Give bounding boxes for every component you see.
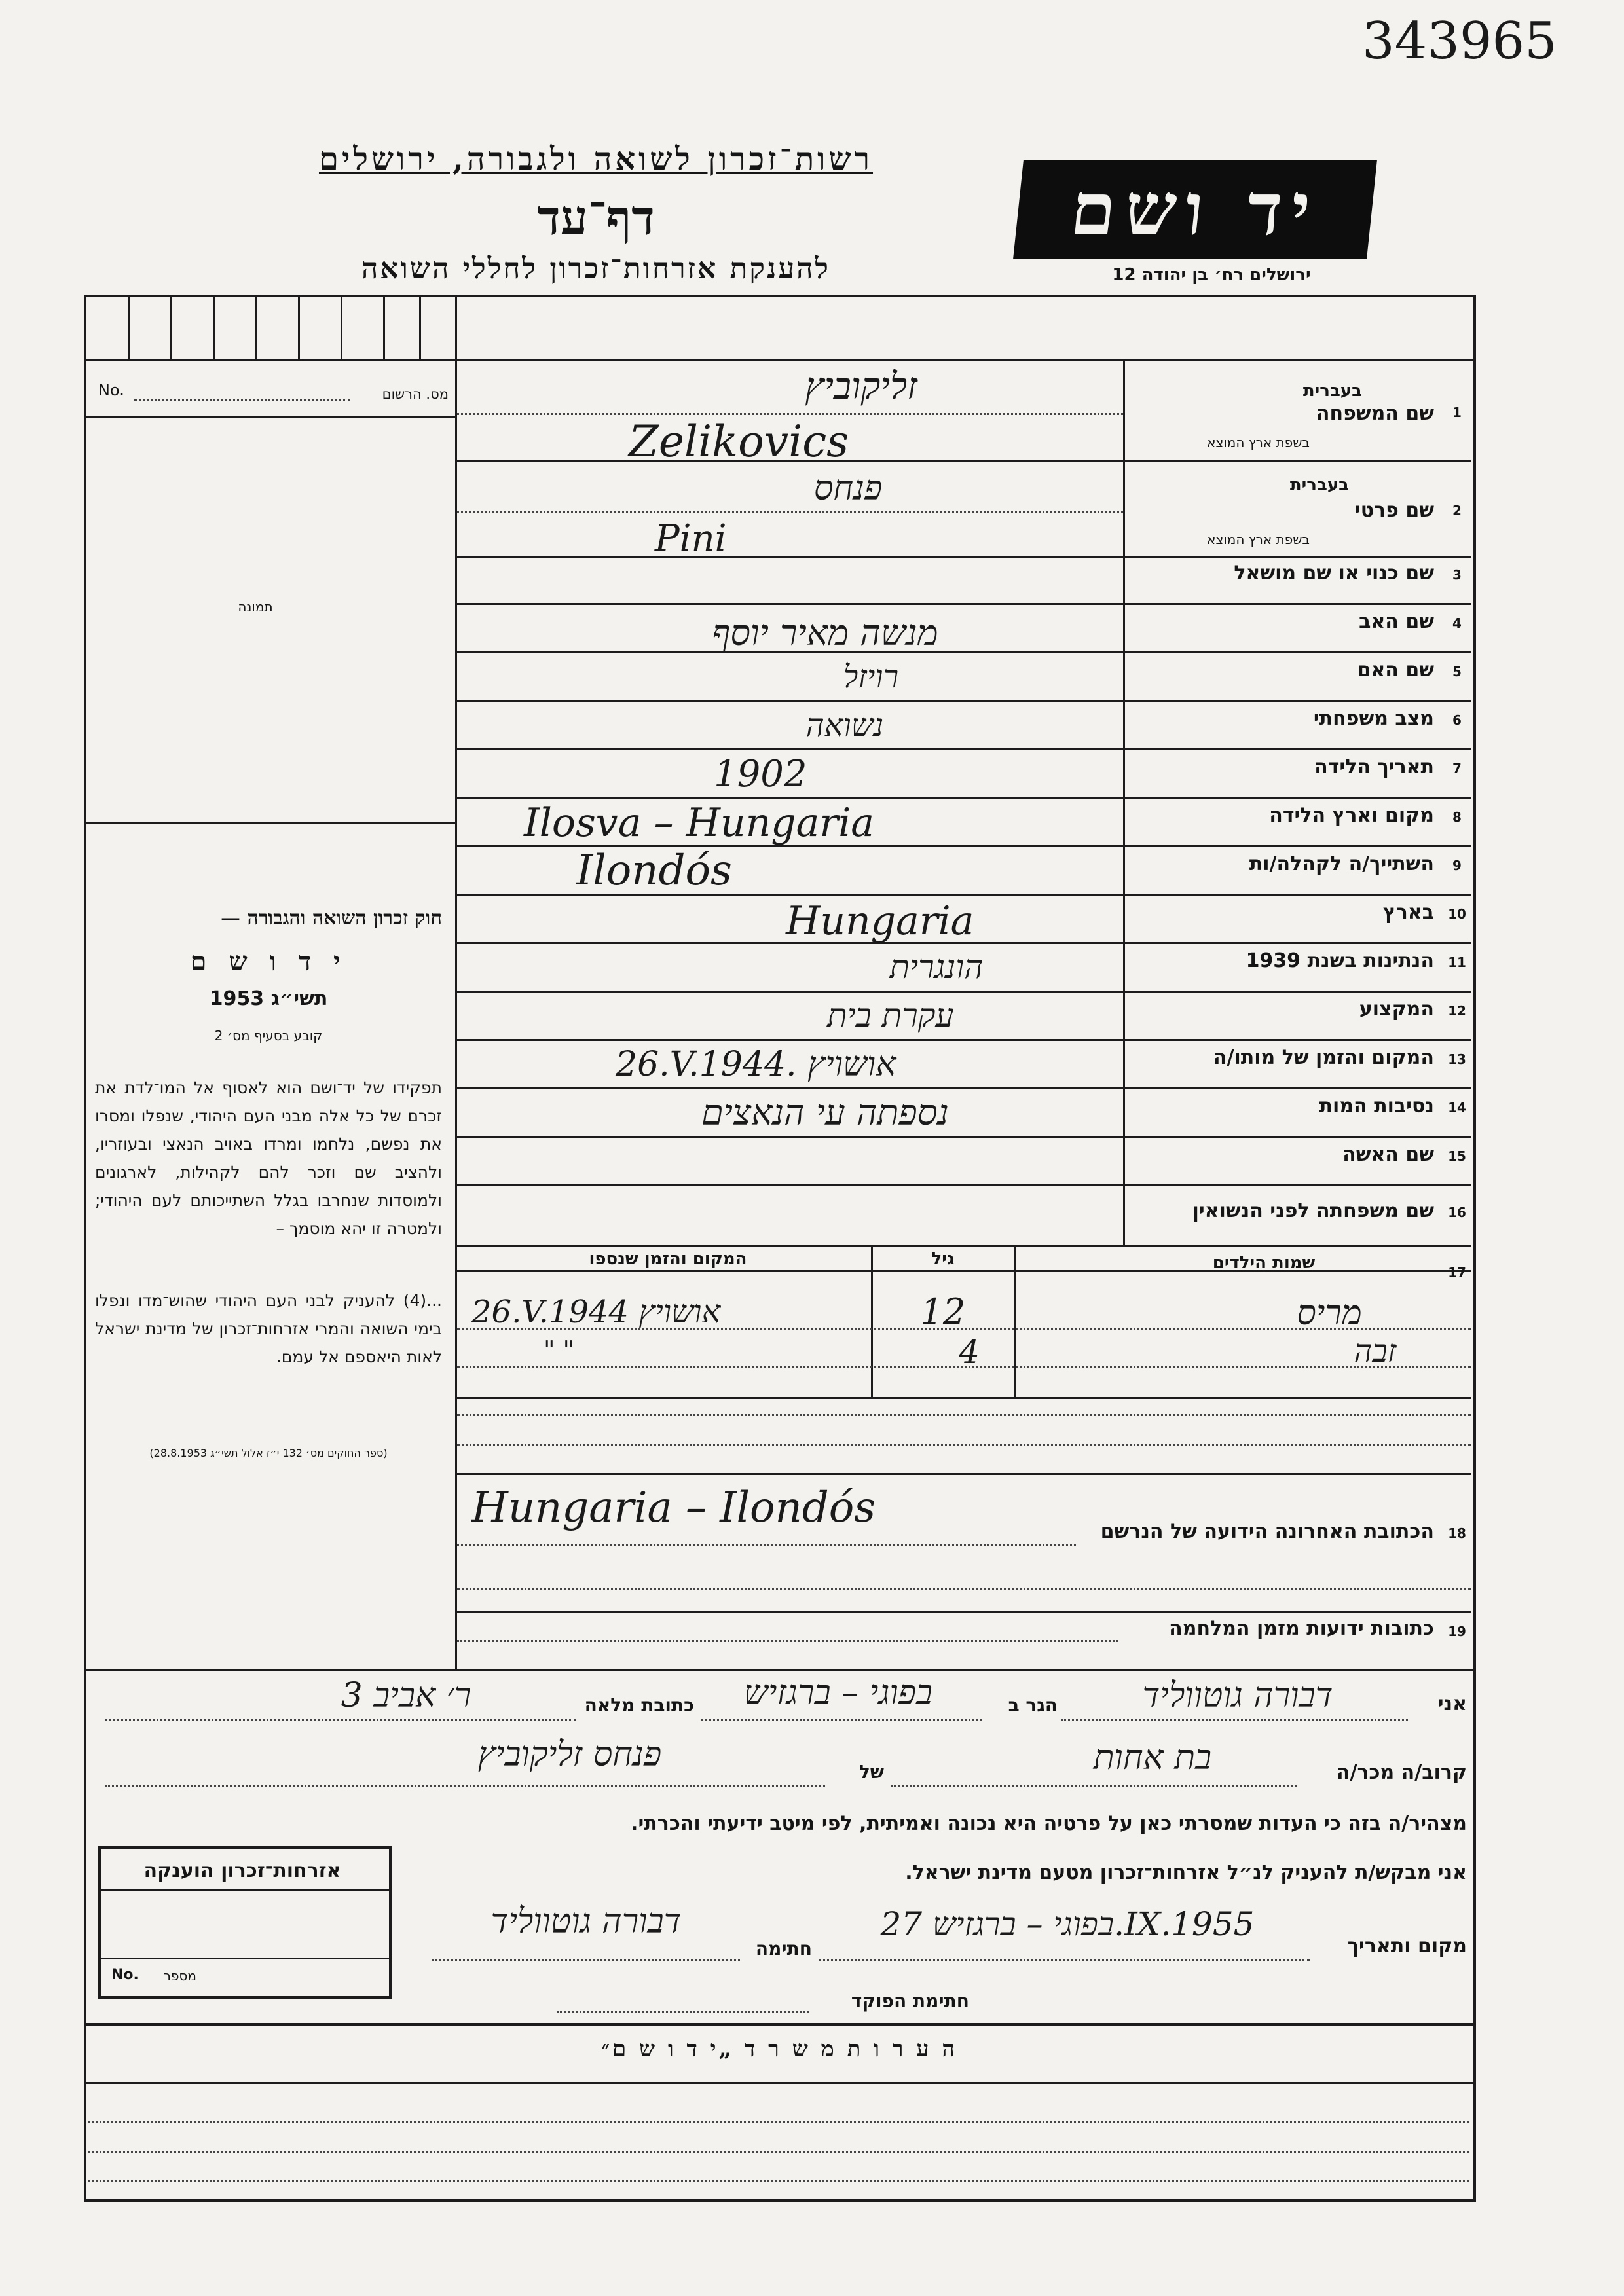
form-subtitle: להענקת אזרחות־זכרון לחללי השואה xyxy=(361,252,830,285)
declaration-request: אני מבקש/ת להעניק לנ״ל אזרחות־זכרון מטעם מדינת ישראל. xyxy=(905,1861,1467,1884)
citizenship-box-no: No. xyxy=(111,1967,139,1983)
maiden-name-label: שם משפחתה לפני הנשואין xyxy=(1192,1199,1434,1222)
birth-place-value: Ilosva – Hungaria xyxy=(524,800,875,846)
law-title: חוק זכרון השואה והגבורה — xyxy=(221,907,442,930)
mother-value: רויזל xyxy=(843,659,899,695)
field-number: 18 xyxy=(1448,1525,1466,1541)
law-paragraph-1: תפקידו של יד־ושם הוא לאסוף אל המו־לדת את זכרם של כל אלה מבני העם היהודי, שנפלו ומסרו את נפשם, נלחמו ומרדו באויב הנאצי ובעוזריו, ולהציב שם וזכר להם לקהילות, לארגונים ולמוסדות שנחרבו בגלל השתייכותם לעם היהודי; ולמטרה זו יהא מוסמך – xyxy=(95,1078,442,1238)
field-number: 6 xyxy=(1452,712,1462,728)
full-address-label: כתובת מלאה xyxy=(584,1694,694,1716)
full-address-value: ר׳ אביב 3 xyxy=(341,1676,471,1715)
field-number: 15 xyxy=(1448,1148,1466,1164)
citizenship-label: הנתינות בשנת 1939 xyxy=(1246,949,1434,972)
form-title: דף־עד xyxy=(537,190,655,246)
birth-place-label: מקום וארץ הלידה xyxy=(1269,804,1434,827)
last-address-label: הכתובת האחרונה הידועה של הנרשם xyxy=(1100,1520,1434,1543)
law-section-note: קובע בסעיף מס׳ 2 xyxy=(214,1028,323,1044)
law-source: (ספר החוקים מס׳ 132 י״ז אלול תשי״ג 28.8.1953) xyxy=(149,1447,388,1459)
first-name-label: שם פרטי xyxy=(1354,499,1434,522)
signature-value: דבורה גוטווליד xyxy=(490,1902,682,1941)
family-name-origin-value: Zelikovics xyxy=(629,416,849,467)
field-number: 3 xyxy=(1452,567,1462,583)
field-number: 10 xyxy=(1448,906,1466,922)
field-number: 2 xyxy=(1452,503,1462,519)
registration-label: מס. הרשום xyxy=(382,386,449,402)
last-address-value: Hungaria – Ilondós xyxy=(471,1484,876,1532)
war-addresses-label: כתובות ידועות מזמן המלחמה xyxy=(1169,1617,1434,1640)
death-circumstances-label: נסיבות המות xyxy=(1319,1095,1434,1118)
law-name: י ד ו ש ם xyxy=(190,946,347,977)
wife-name-label: שם האשה xyxy=(1342,1143,1434,1166)
mother-label: שם האם xyxy=(1357,659,1434,682)
place-date-value: בפוגי – ברגזיש 27.IX.1955 xyxy=(880,1905,1255,1943)
declaration-statement: מצהיר/ה בזה כי העדות שמסרתי כאן על פרטיה היא נכונה ואמיתית, לפי מיטב ידיעתי והכרתי. xyxy=(631,1812,1467,1835)
field-number: 16 xyxy=(1448,1205,1466,1220)
field-number: 14 xyxy=(1448,1100,1466,1116)
father-label: שם האב xyxy=(1359,610,1434,633)
field-number: 12 xyxy=(1448,1003,1466,1019)
archive-number: 343965 xyxy=(1362,12,1557,71)
field-number: 1 xyxy=(1452,405,1462,420)
child-age: 12 xyxy=(920,1291,966,1332)
children-place-time-header: המקום והזמן שנספו xyxy=(589,1249,747,1269)
relative-name-value: פנחס זליקוביץ xyxy=(477,1735,662,1774)
marital-value: נשואה xyxy=(805,707,884,744)
first-name-origin-sub: בשפת ארץ המוצא xyxy=(1207,532,1310,547)
first-name-origin-value: Pini xyxy=(655,517,727,560)
family-name-hebrew-sub: בעברית xyxy=(1302,381,1362,401)
declarant-city: בפוגי – ברגזיש xyxy=(743,1673,933,1713)
declarant-name: דבורה גוטווליד xyxy=(1142,1676,1333,1715)
family-name-label: שם המשפחה xyxy=(1316,402,1434,425)
death-place-time-label: המקום והזמן של מותו/ה xyxy=(1213,1046,1434,1069)
children-names-header: שמות הילדים xyxy=(1212,1253,1316,1273)
child-name: מריס xyxy=(1297,1294,1362,1333)
death-place-time-value: 26.V.1944. אושויץ xyxy=(616,1045,896,1084)
community-label: השתייך/ה לקהלה/ות xyxy=(1249,852,1434,875)
office-remarks-title: ה ע ר ו ת מ ש ר ד „י ד ו ש ם״ xyxy=(601,2036,957,2062)
nickname-label: שם כנוי או שם מושאל xyxy=(1234,562,1434,585)
citizenship-box-title: אזרחות־זכרון הוענקה xyxy=(143,1859,341,1882)
photo-label: תמונה xyxy=(238,599,273,615)
logo-address: ירושלים רח׳ בן יהודה 12 xyxy=(1112,265,1311,285)
first-name-hebrew-value: פנחס xyxy=(813,469,883,508)
family-name-hebrew-value: זליקוביץ xyxy=(805,365,917,408)
officer-signature-label: חתימת הפוקד xyxy=(851,1990,969,2012)
field-number: 11 xyxy=(1448,955,1466,970)
signature-label: חתימה xyxy=(755,1938,812,1959)
father-value: מנשה מאיר יוסף xyxy=(712,612,938,653)
country-value: Hungaria xyxy=(786,898,974,944)
family-name-origin-sub: בשפת ארץ המוצא xyxy=(1207,435,1310,450)
child-place-time: 26.V.1944 אושויץ xyxy=(471,1294,721,1330)
profession-label: המקצוע xyxy=(1359,998,1434,1021)
community-value: Ilondós xyxy=(576,847,732,895)
citizenship-value: הונגרית xyxy=(889,948,984,986)
resides-in-label: הגר ב xyxy=(1008,1694,1058,1716)
yad-vashem-logo: יד ושם xyxy=(1013,160,1377,259)
field-number: 8 xyxy=(1452,809,1462,825)
field-number: 4 xyxy=(1452,615,1462,631)
citizenship-box-number-label: מספר xyxy=(163,1968,196,1984)
marital-label: מצב משפחתי xyxy=(1313,707,1434,730)
field-number: 13 xyxy=(1448,1051,1466,1067)
relation-value: בת אחות xyxy=(1093,1738,1212,1777)
first-name-hebrew-sub: בעברית xyxy=(1289,475,1349,495)
law-year: תשי״ג 1953 xyxy=(209,987,328,1010)
law-paragraph-2: ...(4) להעניק לבני העם היהודי שהוש־מדו ונפלו בימי השואה והמרי אזרחות־זכרון של מדינת ישראל לאות היאספם אל עמם. xyxy=(95,1291,442,1366)
place-date-label: מקום ותאריך xyxy=(1347,1935,1467,1958)
profession-value: עקרת בית xyxy=(827,996,954,1034)
field-number: 17 xyxy=(1448,1265,1466,1281)
field-number: 19 xyxy=(1448,1624,1466,1639)
country-label: בארץ xyxy=(1382,901,1434,924)
registration-no-label: No. xyxy=(98,381,124,399)
field-number: 7 xyxy=(1452,761,1462,776)
death-circumstances-value: נספתה עי הנאצים xyxy=(701,1092,949,1133)
child-age: 4 xyxy=(959,1333,980,1371)
authority-title: רשות־זכרון לשואה ולגבורה, ירושלים xyxy=(318,141,874,177)
field-number: 9 xyxy=(1452,858,1462,873)
child-name: זבה xyxy=(1354,1333,1397,1370)
field-number: 5 xyxy=(1452,664,1462,680)
children-age-header: גיל xyxy=(931,1249,955,1269)
declaration-ani-label: אני xyxy=(1437,1692,1467,1715)
birth-date-label: תאריך הלידה xyxy=(1314,756,1434,778)
relative-label: קרוב/ה מכר/ה xyxy=(1336,1761,1467,1784)
birth-date-value: 1902 xyxy=(714,753,807,795)
child-place-time: " " xyxy=(544,1336,575,1364)
of-label: של xyxy=(858,1761,884,1783)
